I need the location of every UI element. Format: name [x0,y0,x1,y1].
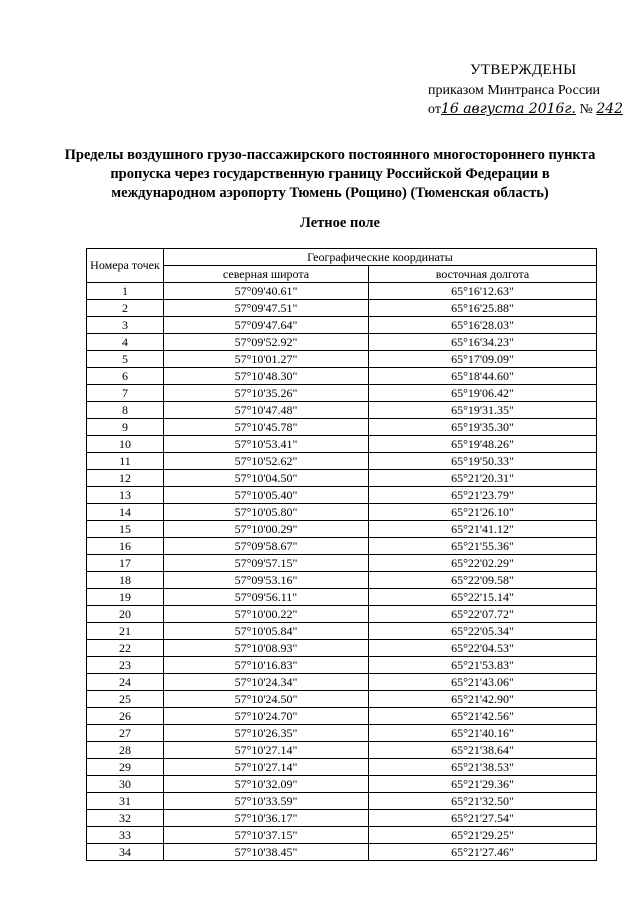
longitude-cell: 65°21'43.06" [369,674,597,691]
table-row [87,759,597,776]
latitude-cell: 57°10'33.59" [164,793,369,810]
longitude-cell: 65°21'38.64" [369,742,597,759]
point-number-cell: 5 [87,351,164,368]
table-row [87,385,597,402]
latitude-cell: 57°09'56.11" [164,589,369,606]
latitude-cell: 57°10'05.40" [164,487,369,504]
table-row [87,538,597,555]
document-title: Пределы воздушного грузо-пассажирского постоянного многостороннего пункта пропуска через государственную границу Российской Федерации в международном аэропорту Тюмень (Рощино) (Тюменская область) [64,147,596,201]
longitude-cell: 65°17'09.09" [369,351,597,368]
latitude-cell: 57°10'38.45" [164,844,369,861]
latitude-cell: 57°10'27.14" [164,759,369,776]
table-row [87,334,597,351]
longitude-cell: 65°16'28.03" [369,317,597,334]
table-row [87,487,597,504]
longitude-cell: 65°21'26.10" [369,504,597,521]
latitude-cell: 57°10'00.29" [164,521,369,538]
latitude-cell: 57°10'24.50" [164,691,369,708]
latitude-cell: 57°10'45.78" [164,419,369,436]
handwritten-date: 16 августа 2016г. [440,101,576,117]
order-reference: приказом Минтранса России [428,83,601,98]
longitude-cell: 65°22'07.72" [369,606,597,623]
longitude-cell: 65°19'48.26" [369,436,597,453]
point-number-cell: 1 [87,283,164,300]
table-row [87,691,597,708]
latitude-cell: 57°10'05.80" [164,504,369,521]
table-row [87,555,597,572]
longitude-cell: 65°22'15.14" [369,589,597,606]
point-number-cell: 22 [87,640,164,657]
latitude-cell: 57°09'58.67" [164,538,369,555]
table-row [87,470,597,487]
latitude-cell: 57°10'24.70" [164,708,369,725]
table-row [87,742,597,759]
longitude-cell: 65°21'20.31" [369,470,597,487]
point-number-cell: 21 [87,623,164,640]
point-number-cell: 27 [87,725,164,742]
latitude-cell: 57°10'48.30" [164,368,369,385]
order-date-line [428,101,623,118]
approved-heading: УТВЕРЖДЕНЫ [470,62,577,78]
point-number-cell: 15 [87,521,164,538]
header-longitude: восточная долгота [369,266,597,283]
point-number-cell: 11 [87,453,164,470]
latitude-cell: 57°10'27.14" [164,742,369,759]
table-row [87,283,597,300]
longitude-cell: 65°21'42.90" [369,691,597,708]
longitude-cell: 65°22'05.34" [369,623,597,640]
longitude-cell: 65°21'27.46" [369,844,597,861]
point-number-cell: 31 [87,793,164,810]
longitude-cell: 65°21'38.53" [369,759,597,776]
latitude-cell: 57°10'01.27" [164,351,369,368]
table-row [87,453,597,470]
table-row [87,674,597,691]
header-point-numbers: Номера точек [87,249,164,283]
latitude-cell: 57°10'16.83" [164,657,369,674]
longitude-cell: 65°21'27.54" [369,810,597,827]
longitude-cell: 65°19'31.35" [369,402,597,419]
latitude-cell: 57°10'24.34" [164,674,369,691]
point-number-cell: 29 [87,759,164,776]
latitude-cell: 57°09'47.51" [164,300,369,317]
latitude-cell: 57°10'08.93" [164,640,369,657]
longitude-cell: 65°21'53.83" [369,657,597,674]
longitude-cell: 65°19'35.30" [369,419,597,436]
latitude-cell: 57°10'26.35" [164,725,369,742]
latitude-cell: 57°10'52.62" [164,453,369,470]
point-number-cell: 18 [87,572,164,589]
latitude-cell: 57°10'32.09" [164,776,369,793]
longitude-cell: 65°21'42.56" [369,708,597,725]
point-number-cell: 28 [87,742,164,759]
point-number-cell: 34 [87,844,164,861]
header-latitude: северная широта [164,266,369,283]
latitude-cell: 57°09'40.61" [164,283,369,300]
longitude-cell: 65°21'41.12" [369,521,597,538]
point-number-cell: 32 [87,810,164,827]
point-number-cell: 26 [87,708,164,725]
point-number-cell: 33 [87,827,164,844]
latitude-cell: 57°09'53.16" [164,572,369,589]
table-row [87,521,597,538]
longitude-cell: 65°21'55.36" [369,538,597,555]
longitude-cell: 65°21'23.79" [369,487,597,504]
longitude-cell: 65°21'29.36" [369,776,597,793]
table-row [87,793,597,810]
longitude-cell: 65°16'12.63" [369,283,597,300]
table-row [87,589,597,606]
point-number-cell: 23 [87,657,164,674]
longitude-cell: 65°19'06.42" [369,385,597,402]
table-body [87,283,597,861]
latitude-cell: 57°09'57.15" [164,555,369,572]
point-number-cell: 4 [87,334,164,351]
table-row [87,504,597,521]
table-row [87,419,597,436]
table-row [87,436,597,453]
latitude-cell: 57°10'53.41" [164,436,369,453]
point-number-cell: 14 [87,504,164,521]
latitude-cell: 57°10'37.15" [164,827,369,844]
longitude-cell: 65°22'02.29" [369,555,597,572]
point-number-cell: 7 [87,385,164,402]
longitude-cell: 65°18'44.60" [369,368,597,385]
longitude-cell: 65°19'50.33" [369,453,597,470]
section-subtitle: Летное поле [300,215,380,231]
handwritten-number: 242 [596,101,624,117]
table-row [87,402,597,419]
point-number-cell: 20 [87,606,164,623]
table-row [87,776,597,793]
point-number-cell: 8 [87,402,164,419]
point-number-cell: 24 [87,674,164,691]
latitude-cell: 57°10'35.26" [164,385,369,402]
table-row [87,657,597,674]
point-number-cell: 6 [87,368,164,385]
table-row [87,640,597,657]
point-number-cell: 16 [87,538,164,555]
longitude-cell: 65°21'32.50" [369,793,597,810]
table-row [87,606,597,623]
longitude-cell: 65°21'40.16" [369,725,597,742]
table-row [87,572,597,589]
point-number-cell: 19 [87,589,164,606]
table-row [87,351,597,368]
date-prefix: от [428,102,441,117]
latitude-cell: 57°09'47.64" [164,317,369,334]
longitude-cell: 65°16'25.88" [369,300,597,317]
point-number-cell: 13 [87,487,164,504]
point-number-cell: 2 [87,300,164,317]
table-row [87,300,597,317]
table-row [87,623,597,640]
coordinates-table [86,248,597,861]
table-row [87,810,597,827]
longitude-cell: 65°16'34.23" [369,334,597,351]
table-row [87,708,597,725]
point-number-cell: 17 [87,555,164,572]
point-number-cell: 10 [87,436,164,453]
latitude-cell: 57°10'00.22" [164,606,369,623]
number-prefix: № [579,102,593,117]
table-row [87,844,597,861]
longitude-cell: 65°22'09.58" [369,572,597,589]
table-row [87,317,597,334]
longitude-cell: 65°21'29.25" [369,827,597,844]
latitude-cell: 57°10'47.48" [164,402,369,419]
point-number-cell: 30 [87,776,164,793]
latitude-cell: 57°09'52.92" [164,334,369,351]
table-row [87,827,597,844]
point-number-cell: 25 [87,691,164,708]
longitude-cell: 65°22'04.53" [369,640,597,657]
latitude-cell: 57°10'05.84" [164,623,369,640]
point-number-cell: 9 [87,419,164,436]
table-row [87,368,597,385]
point-number-cell: 3 [87,317,164,334]
latitude-cell: 57°10'04.50" [164,470,369,487]
table-row [87,725,597,742]
header-geo-coordinates: Географические координаты [164,249,597,266]
point-number-cell: 12 [87,470,164,487]
latitude-cell: 57°10'36.17" [164,810,369,827]
